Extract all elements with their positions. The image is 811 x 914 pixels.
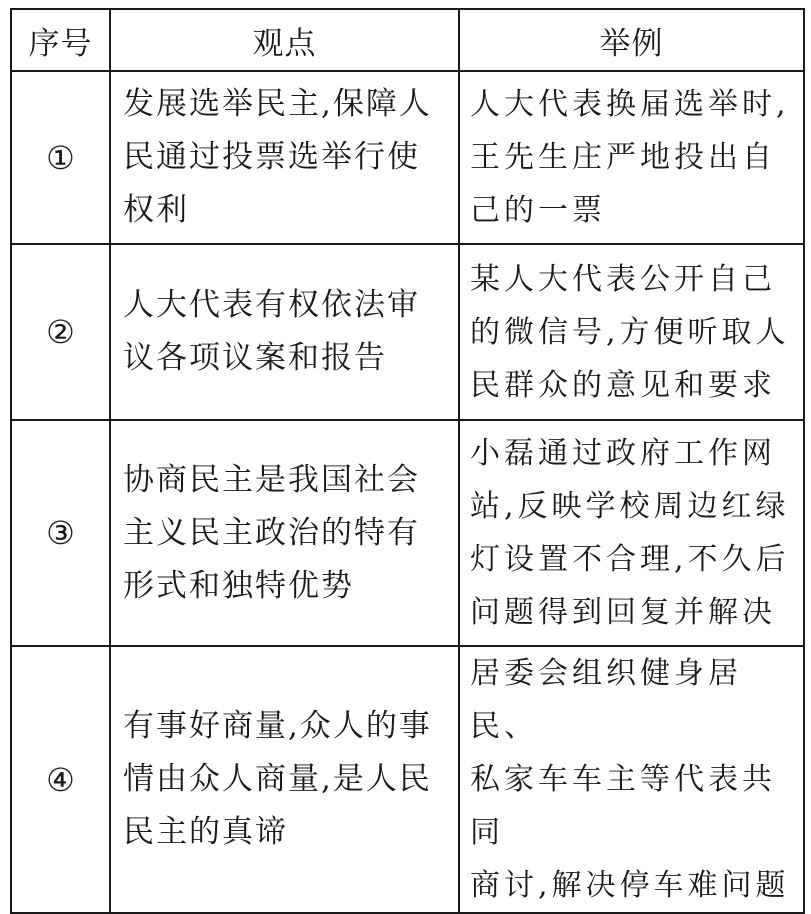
table-row [11,420,804,646]
row-example: 居委会组织健身居民、 私家车车主等代表共同 商讨,解决停车难问题 [470,656,790,903]
row-example: 小磊通过政府工作网 站,反映学校周边红绿 灯设置不合理,不久后 问题得到回复并解决 [470,436,790,630]
row-viewpoint: 发展选举民主,保障人 民通过投票选举行使 权利 [123,86,432,228]
row-example-cell [459,244,804,420]
table-row [11,244,804,420]
header-index: 序号 [11,9,110,71]
row-viewpoint: 协商民主是我国社会 主义民主政治的特有 形式和独特优势 [123,461,420,604]
row-viewpoint-cell [110,71,459,244]
row-example-cell [459,420,804,646]
row-index: ① [11,71,110,244]
row-index: ② [11,244,110,420]
row-example: 人大代表换届选举时, 王先生庄严地投出自 己的一票 [470,87,790,228]
table-row [11,71,804,244]
row-index: ④ [11,646,110,913]
table-header-row [11,9,804,71]
row-index: ③ [11,420,110,646]
row-viewpoint-cell [110,420,459,646]
table-row [11,646,804,913]
row-example-cell [459,646,804,913]
row-viewpoint: 人大代表有权依法审 议各项议案和报告 [123,287,420,376]
viewpoint-example-table [10,8,805,914]
row-viewpoint-cell [110,646,459,913]
row-viewpoint: 有事好商量,众人的事 情由众人商量,是人民 民主的真谛 [123,708,432,850]
row-example-cell [459,71,804,244]
row-example: 某人大代表公开自己 的微信号,方便听取人 民群众的意见和要求 [470,261,790,403]
row-viewpoint-cell [110,244,459,420]
header-example: 举例 [459,9,804,71]
header-viewpoint: 观点 [110,9,459,71]
